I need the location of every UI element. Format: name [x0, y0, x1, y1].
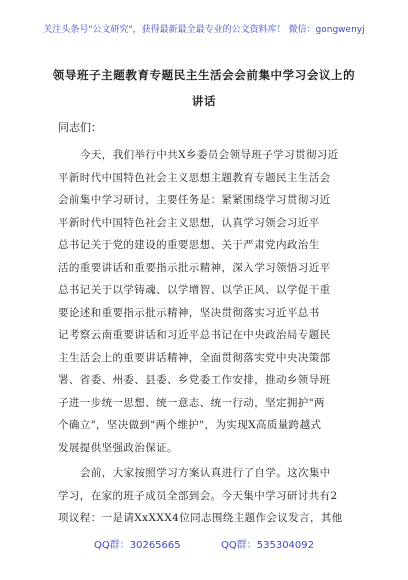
header-promo-banner: 关注头条号"公文研究"，获得最新最全最专业的公文资料库！ 微信：gongwenyj	[43, 25, 365, 35]
footer-contact	[0, 536, 408, 551]
text-line: 平新时代中国特色社会主义思想，认真学习领会习近平	[58, 216, 320, 229]
text-line: 署、省委、州委、县委、乡党委工作安排，推动乡领导班	[58, 374, 331, 386]
text-line: 总书记关于党的建设的重要思想、关于严肃党内政治生	[58, 239, 320, 251]
text-line: 今天，我们举行中共X乡委员会领导班子学习贯彻习近	[80, 149, 339, 161]
text-line: 记考察云南重要讲话和习近平总书记在中央政治局专题民	[58, 329, 331, 341]
paragraph-agenda	[58, 462, 358, 530]
text-line: 发展提供坚强政治保证。	[58, 441, 178, 454]
salutation: 同志们：	[58, 121, 102, 134]
text-line: 会前集中学习研讨，主要任务是：紧紧围绕学习贯彻习近	[58, 194, 331, 206]
document-title-line-1: 领导班子主题教育专题民主生活会会前集中学习会议上的	[52, 68, 356, 82]
text-line: 项议程：一是请XxXXX4位同志围绕主题作会议发言，其他	[58, 512, 343, 524]
text-line: 学习，在家的班子成员全部到会。今天集中学习研讨共有2	[58, 489, 338, 502]
text-line: 主生活会上的重要讲话精神，全面贯彻落实党中央决策部	[58, 351, 331, 364]
footer-qq-group-1: QQ群：30265665	[93, 540, 181, 551]
text-line: 总书记关于以学铸魂、以学增智、以学正风、以学促干重	[58, 284, 331, 296]
footer-qq-group-2: QQ群：535304092	[221, 540, 315, 551]
document-title-line-2: 讲话	[191, 94, 217, 108]
text-line: 子进一步统一思想、统一意志、统一行动，坚定拥护"两	[58, 396, 325, 409]
paragraph-opening	[58, 144, 358, 459]
text-line: 平新时代中国特色社会主义思想主题教育专题民主生活会	[58, 171, 331, 184]
text-line: 个确立"，坚决做到"两个维护"，为实现X高质量跨越式	[58, 419, 322, 431]
text-line: 活的重要讲话和重要指示批示精神，深入学习领悟习近平	[58, 261, 331, 274]
text-line: 会前，大家按照学习方案认真进行了自学。这次集中	[80, 467, 331, 479]
text-line: 要论述和重要指示批示精神，坚决贯彻落实习近平总书	[58, 306, 320, 319]
document-title	[40, 62, 368, 114]
